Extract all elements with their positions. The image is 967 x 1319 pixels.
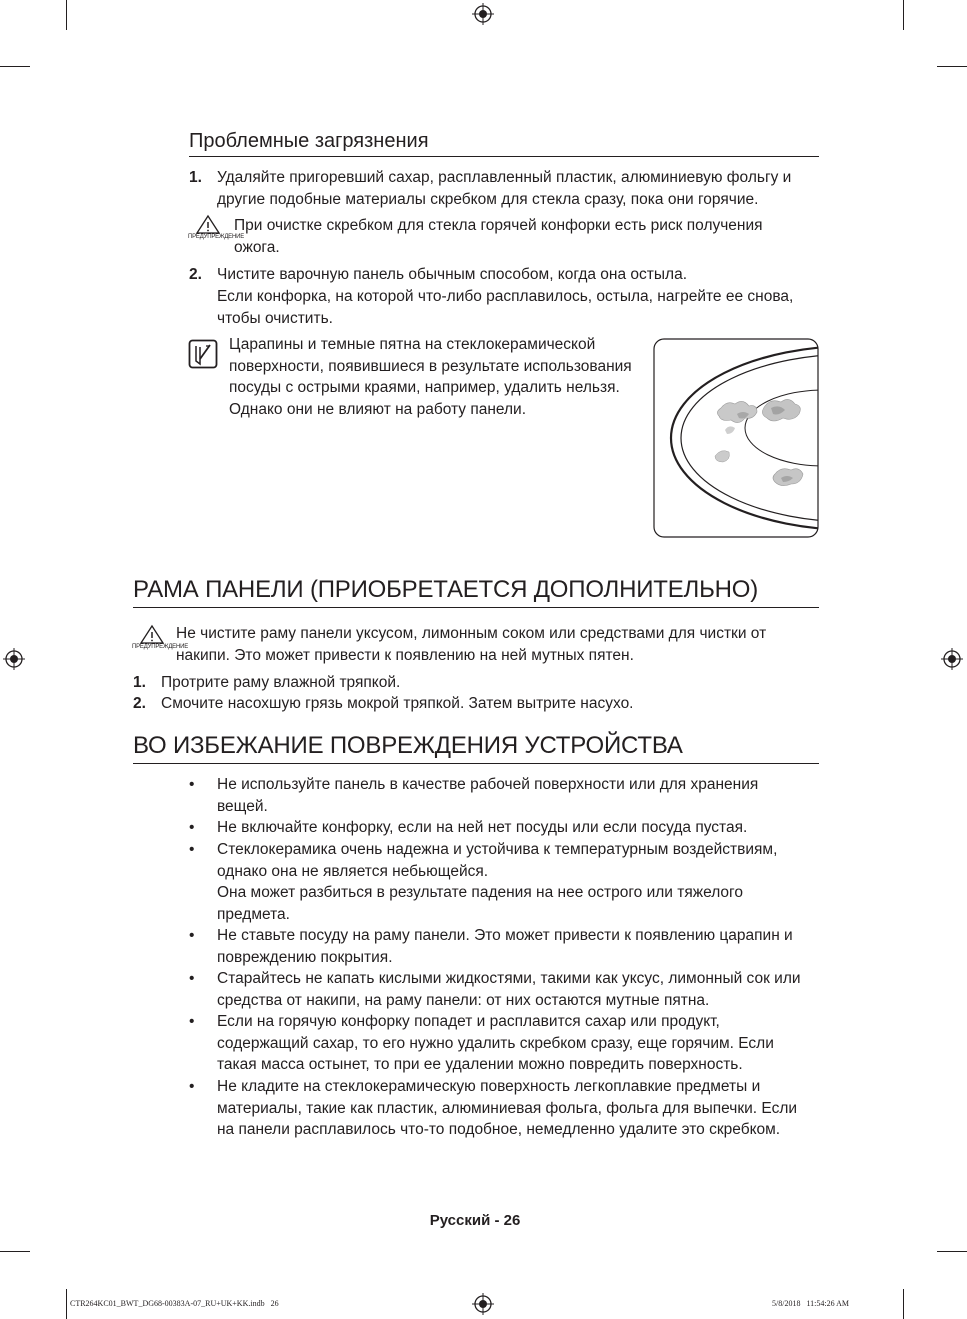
list-item-text: Чистите варочную панель обычным способом, когда она остыла. xyxy=(217,266,687,283)
registration-mark-icon xyxy=(472,1293,494,1315)
note-icon xyxy=(188,339,218,369)
list-item-text: Протрите раму влажной тряпкой. xyxy=(161,674,401,691)
registration-mark-icon xyxy=(472,3,494,25)
crop-mark xyxy=(66,1289,67,1319)
list-number: 2. xyxy=(189,266,202,283)
list-item-extra: Она может разбиться в результате падения на нее острого или тяжелого предмета. xyxy=(217,884,743,923)
bullet-icon: • xyxy=(189,1013,195,1030)
list-item: Старайтесь не капать кислыми жидкостями, такими как уксус, лимонный сок или средства от накипи, на раму панели: от них остаются мутные пятна. xyxy=(217,970,801,1009)
list-number: 1. xyxy=(189,169,202,186)
bullet-icon: • xyxy=(189,776,195,793)
section-heading-frame: РАМА ПАНЕЛИ (ПРИОБРЕТАЕТСЯ ДОПОЛНИТЕЛЬНО) xyxy=(133,575,819,608)
crop-mark xyxy=(903,1289,904,1319)
bullet-icon: • xyxy=(189,841,195,858)
list-item-text: Удаляйте пригоревший сахар, расплавленный пластик, алюминиевую фольгу и другие подобные материалы скребком для стекла сразу, пока они горячие. xyxy=(217,169,792,208)
list-item: Стеклокерамика очень надежна и устойчива к температурным воздействиям, однако она не является небьющейся. xyxy=(217,841,778,880)
list-item: Не включайте конфорку, если на ней нет посуды или если посуда пустая. xyxy=(217,819,748,836)
list-item-text: Если конфорка, на которой что-либо расплавилось, остыла, нагрейте ее снова, чтобы очистить. xyxy=(217,288,794,327)
crop-mark xyxy=(66,0,67,30)
page-number: Русский - 26 xyxy=(429,1212,521,1229)
warning-icon xyxy=(132,624,189,656)
note-text: Царапины и темные пятна на стеклокерамической поверхности, появившиеся в результате использования посуды с острыми краями, например, удалить нельзя. Однако они не влияют на работу панели. xyxy=(229,336,632,418)
warning-label: ПРЕДУПРЕЖДЕНИЕ xyxy=(188,234,245,240)
crop-mark xyxy=(937,66,967,67)
list-item: Не используйте панель в качестве рабочей поверхности или для хранения вещей. xyxy=(217,776,759,815)
bullet-icon: • xyxy=(189,927,195,944)
list-number: 2. xyxy=(133,695,146,712)
section-heading-damage: ВО ИЗБЕЖАНИЕ ПОВРЕЖДЕНИЯ УСТРОЙСТВА xyxy=(133,731,819,764)
cooktop-stains-illustration xyxy=(653,338,819,538)
crop-mark xyxy=(903,0,904,30)
file-name: CTR264KC01_BWT_DG68-00383A-07_RU+UK+KK.indb 26 xyxy=(70,1299,279,1308)
list-item: Не ставьте посуду на раму панели. Это может привести к появлению царапин и повреждению покрытия. xyxy=(217,927,793,966)
section-heading-problem: Проблемные загрязнения xyxy=(189,128,819,157)
crop-mark xyxy=(0,66,30,67)
bullet-icon: • xyxy=(189,970,195,987)
crop-mark xyxy=(0,1251,30,1252)
warning-icon xyxy=(188,214,245,246)
warning-text: При очистке скребком для стекла горячей конфорки есть риск получения ожога. xyxy=(234,217,763,256)
print-timestamp: 5/8/2018 11:54:26 AM xyxy=(772,1299,850,1308)
list-number: 1. xyxy=(133,674,146,691)
bullet-icon: • xyxy=(189,1078,195,1095)
warning-text: Не чистите раму панели уксусом, лимонным соком или средствами для чистки от накипи. Это может привести к появлению на ней мутных пятен. xyxy=(176,625,767,664)
registration-mark-icon xyxy=(941,648,963,670)
list-item-text: Смочите насохшую грязь мокрой тряпкой. Затем вытрите насухо. xyxy=(161,695,634,712)
bullet-icon: • xyxy=(189,819,195,836)
list-item: Если на горячую конфорку попадет и расплавится сахар или продукт, содержащий сахар, то его нужно удалить скребком сразу, еще горячим. Если такая масса остынет, то при ее удалении можно повредить поверхность. xyxy=(217,1013,774,1073)
crop-mark xyxy=(937,1251,967,1252)
warning-label: ПРЕДУПРЕЖДЕНИЕ xyxy=(132,644,189,650)
registration-mark-icon xyxy=(3,648,25,670)
list-item: Не кладите на стеклокерамическую поверхность легкоплавкие предметы и материалы, такие как пластик, алюминиевая фольга, фольга для выпечки. Если на панели расплавилось что-то подобное, немедленно удалите это скребком. xyxy=(217,1078,798,1138)
